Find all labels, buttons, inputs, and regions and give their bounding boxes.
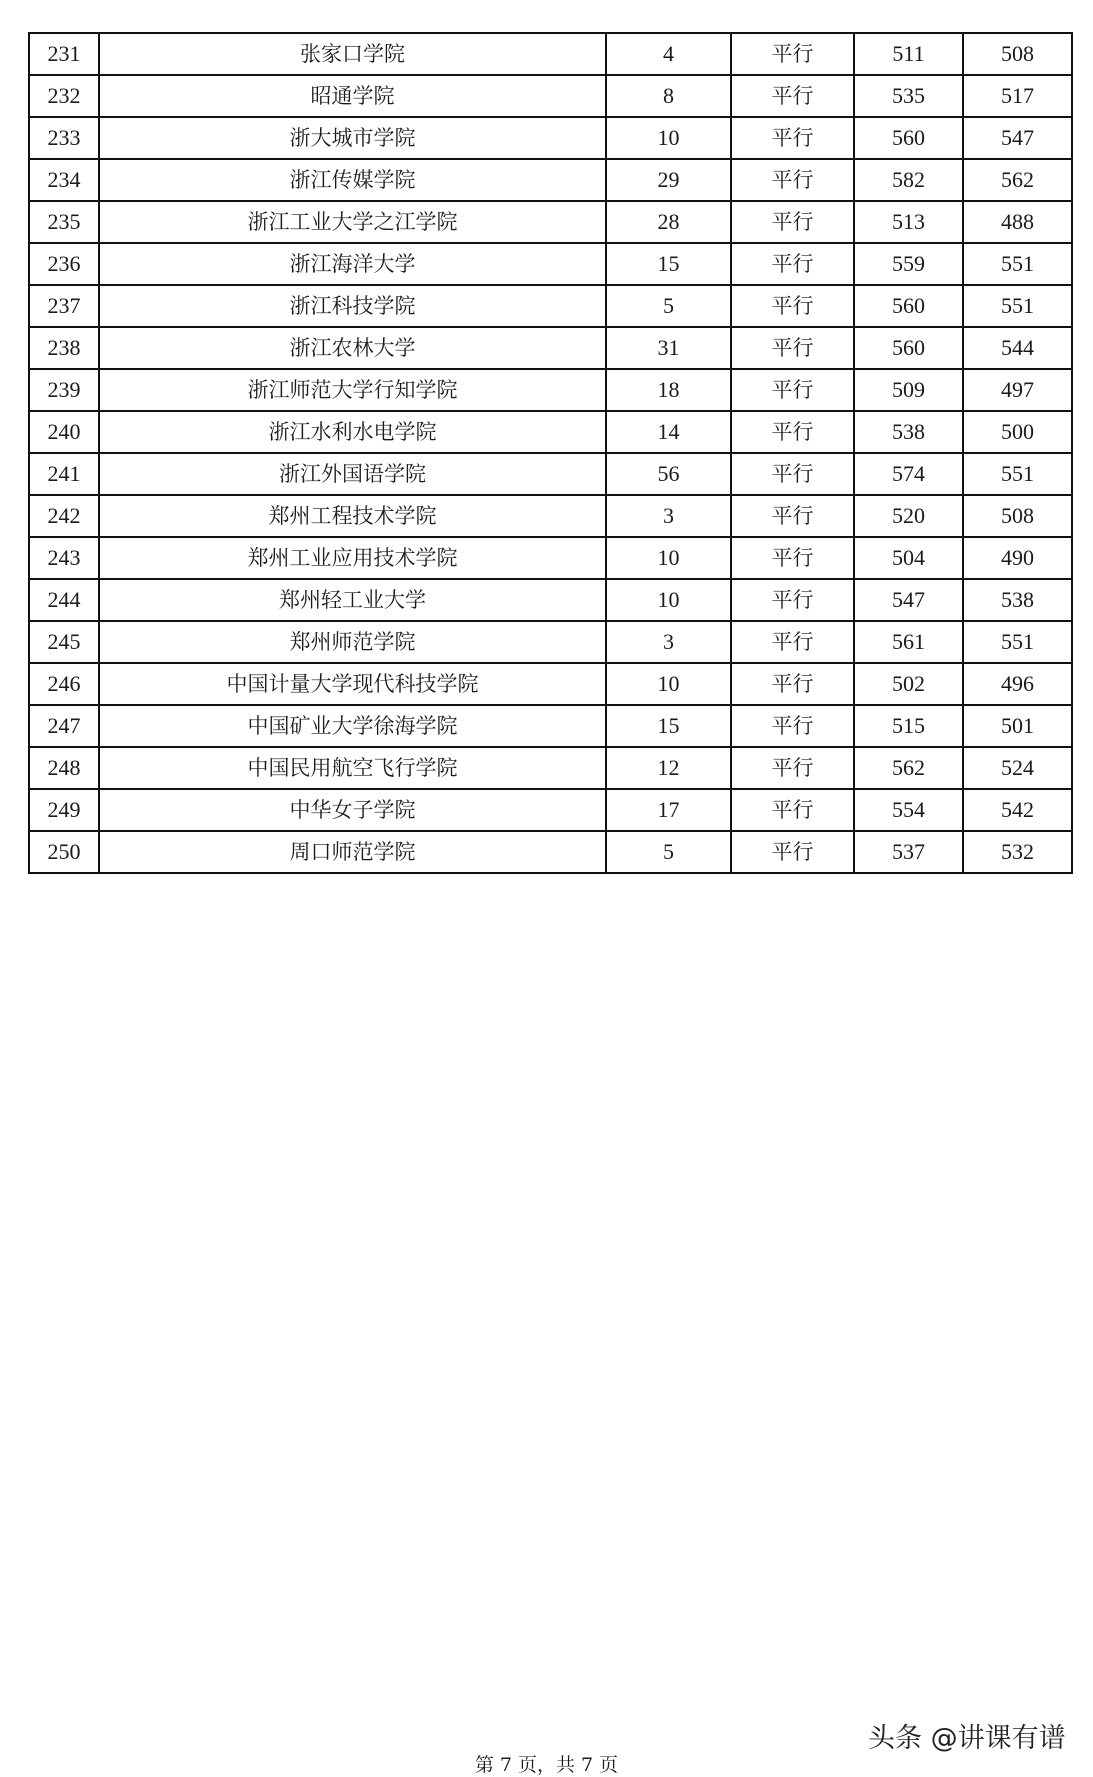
max-score-cell: 559 <box>854 243 963 285</box>
min-score-cell: 497 <box>963 369 1072 411</box>
min-score-cell: 508 <box>963 495 1072 537</box>
batch-type-cell: 平行 <box>731 579 854 621</box>
min-score-cell: 538 <box>963 579 1072 621</box>
row-number-cell: 244 <box>29 579 99 621</box>
max-score-cell: 511 <box>854 33 963 75</box>
row-number-cell: 232 <box>29 75 99 117</box>
batch-type-cell: 平行 <box>731 327 854 369</box>
plan-count-cell: 56 <box>606 453 731 495</box>
max-score-cell: 561 <box>854 621 963 663</box>
max-score-cell: 547 <box>854 579 963 621</box>
school-name-cell: 浙大城市学院 <box>99 117 606 159</box>
plan-count-cell: 3 <box>606 621 731 663</box>
school-name-cell: 中国矿业大学徐海学院 <box>99 705 606 747</box>
max-score-cell: 513 <box>854 201 963 243</box>
table-row <box>29 33 1072 75</box>
max-score-cell: 582 <box>854 159 963 201</box>
plan-count-cell: 10 <box>606 579 731 621</box>
school-name-cell: 浙江科技学院 <box>99 285 606 327</box>
plan-count-cell: 17 <box>606 789 731 831</box>
table-row <box>29 201 1072 243</box>
max-score-cell: 535 <box>854 75 963 117</box>
row-number-cell: 243 <box>29 537 99 579</box>
plan-count-cell: 31 <box>606 327 731 369</box>
school-name-cell: 郑州工业应用技术学院 <box>99 537 606 579</box>
max-score-cell: 562 <box>854 747 963 789</box>
school-name-cell: 浙江师范大学行知学院 <box>99 369 606 411</box>
plan-count-cell: 10 <box>606 537 731 579</box>
min-score-cell: 496 <box>963 663 1072 705</box>
min-score-cell: 490 <box>963 537 1072 579</box>
row-number-cell: 246 <box>29 663 99 705</box>
row-number-cell: 235 <box>29 201 99 243</box>
batch-type-cell: 平行 <box>731 369 854 411</box>
row-number-cell: 231 <box>29 33 99 75</box>
row-number-cell: 250 <box>29 831 99 873</box>
batch-type-cell: 平行 <box>731 831 854 873</box>
row-number-cell: 233 <box>29 117 99 159</box>
page-number-text: 第 7 页，共 7 页 <box>474 1754 619 1776</box>
row-number-cell: 247 <box>29 705 99 747</box>
batch-type-cell: 平行 <box>731 453 854 495</box>
plan-count-cell: 12 <box>606 747 731 789</box>
batch-type-cell: 平行 <box>731 747 854 789</box>
min-score-cell: 551 <box>963 285 1072 327</box>
max-score-cell: 537 <box>854 831 963 873</box>
batch-type-cell: 平行 <box>731 495 854 537</box>
min-score-cell: 508 <box>963 33 1072 75</box>
school-name-cell: 昭通学院 <box>99 75 606 117</box>
table-row <box>29 579 1072 621</box>
table-row <box>29 831 1072 873</box>
max-score-cell: 504 <box>854 537 963 579</box>
min-score-cell: 551 <box>963 621 1072 663</box>
min-score-cell: 501 <box>963 705 1072 747</box>
table-row <box>29 705 1072 747</box>
school-name-cell: 浙江外国语学院 <box>99 453 606 495</box>
batch-type-cell: 平行 <box>731 537 854 579</box>
school-name-cell: 浙江传媒学院 <box>99 159 606 201</box>
plan-count-cell: 10 <box>606 663 731 705</box>
row-number-cell: 245 <box>29 621 99 663</box>
school-name-cell: 中华女子学院 <box>99 789 606 831</box>
admission-score-table <box>28 32 1073 874</box>
table-row <box>29 621 1072 663</box>
plan-count-cell: 28 <box>606 201 731 243</box>
table-row <box>29 159 1072 201</box>
plan-count-cell: 10 <box>606 117 731 159</box>
plan-count-cell: 18 <box>606 369 731 411</box>
table-row <box>29 243 1072 285</box>
row-number-cell: 242 <box>29 495 99 537</box>
watermark: 头条 @讲课有谱 <box>868 1723 1066 1754</box>
row-number-cell: 240 <box>29 411 99 453</box>
table-row <box>29 285 1072 327</box>
min-score-cell: 524 <box>963 747 1072 789</box>
batch-type-cell: 平行 <box>731 411 854 453</box>
table-row <box>29 327 1072 369</box>
batch-type-cell: 平行 <box>731 33 854 75</box>
table-row <box>29 663 1072 705</box>
batch-type-cell: 平行 <box>731 159 854 201</box>
row-number-cell: 248 <box>29 747 99 789</box>
plan-count-cell: 14 <box>606 411 731 453</box>
row-number-cell: 249 <box>29 789 99 831</box>
school-name-cell: 浙江农林大学 <box>99 327 606 369</box>
max-score-cell: 538 <box>854 411 963 453</box>
row-number-cell: 234 <box>29 159 99 201</box>
min-score-cell: 542 <box>963 789 1072 831</box>
row-number-cell: 237 <box>29 285 99 327</box>
plan-count-cell: 8 <box>606 75 731 117</box>
batch-type-cell: 平行 <box>731 243 854 285</box>
max-score-cell: 520 <box>854 495 963 537</box>
row-number-cell: 241 <box>29 453 99 495</box>
batch-type-cell: 平行 <box>731 285 854 327</box>
batch-type-cell: 平行 <box>731 705 854 747</box>
table-row <box>29 747 1072 789</box>
table-body <box>29 33 1072 873</box>
max-score-cell: 515 <box>854 705 963 747</box>
school-name-cell: 郑州师范学院 <box>99 621 606 663</box>
max-score-cell: 554 <box>854 789 963 831</box>
plan-count-cell: 3 <box>606 495 731 537</box>
plan-count-cell: 15 <box>606 705 731 747</box>
plan-count-cell: 5 <box>606 831 731 873</box>
batch-type-cell: 平行 <box>731 201 854 243</box>
row-number-cell: 236 <box>29 243 99 285</box>
min-score-cell: 547 <box>963 117 1072 159</box>
table-row <box>29 75 1072 117</box>
max-score-cell: 560 <box>854 285 963 327</box>
table-row <box>29 411 1072 453</box>
school-name-cell: 浙江工业大学之江学院 <box>99 201 606 243</box>
batch-type-cell: 平行 <box>731 663 854 705</box>
table-row <box>29 789 1072 831</box>
table-row <box>29 453 1072 495</box>
school-name-cell: 中国计量大学现代科技学院 <box>99 663 606 705</box>
school-name-cell: 浙江海洋大学 <box>99 243 606 285</box>
max-score-cell: 560 <box>854 117 963 159</box>
plan-count-cell: 15 <box>606 243 731 285</box>
school-name-cell: 浙江水利水电学院 <box>99 411 606 453</box>
max-score-cell: 509 <box>854 369 963 411</box>
table-row <box>29 537 1072 579</box>
min-score-cell: 532 <box>963 831 1072 873</box>
plan-count-cell: 29 <box>606 159 731 201</box>
table-row <box>29 495 1072 537</box>
plan-count-cell: 4 <box>606 33 731 75</box>
table-row <box>29 369 1072 411</box>
min-score-cell: 488 <box>963 201 1072 243</box>
min-score-cell: 562 <box>963 159 1072 201</box>
plan-count-cell: 5 <box>606 285 731 327</box>
batch-type-cell: 平行 <box>731 789 854 831</box>
table-row <box>29 117 1072 159</box>
school-name-cell: 郑州轻工业大学 <box>99 579 606 621</box>
min-score-cell: 544 <box>963 327 1072 369</box>
batch-type-cell: 平行 <box>731 75 854 117</box>
batch-type-cell: 平行 <box>731 117 854 159</box>
row-number-cell: 238 <box>29 327 99 369</box>
max-score-cell: 502 <box>854 663 963 705</box>
school-name-cell: 周口师范学院 <box>99 831 606 873</box>
max-score-cell: 560 <box>854 327 963 369</box>
school-name-cell: 郑州工程技术学院 <box>99 495 606 537</box>
min-score-cell: 500 <box>963 411 1072 453</box>
school-name-cell: 张家口学院 <box>99 33 606 75</box>
row-number-cell: 239 <box>29 369 99 411</box>
min-score-cell: 551 <box>963 243 1072 285</box>
min-score-cell: 517 <box>963 75 1072 117</box>
min-score-cell: 551 <box>963 453 1072 495</box>
school-name-cell: 中国民用航空飞行学院 <box>99 747 606 789</box>
batch-type-cell: 平行 <box>731 621 854 663</box>
max-score-cell: 574 <box>854 453 963 495</box>
